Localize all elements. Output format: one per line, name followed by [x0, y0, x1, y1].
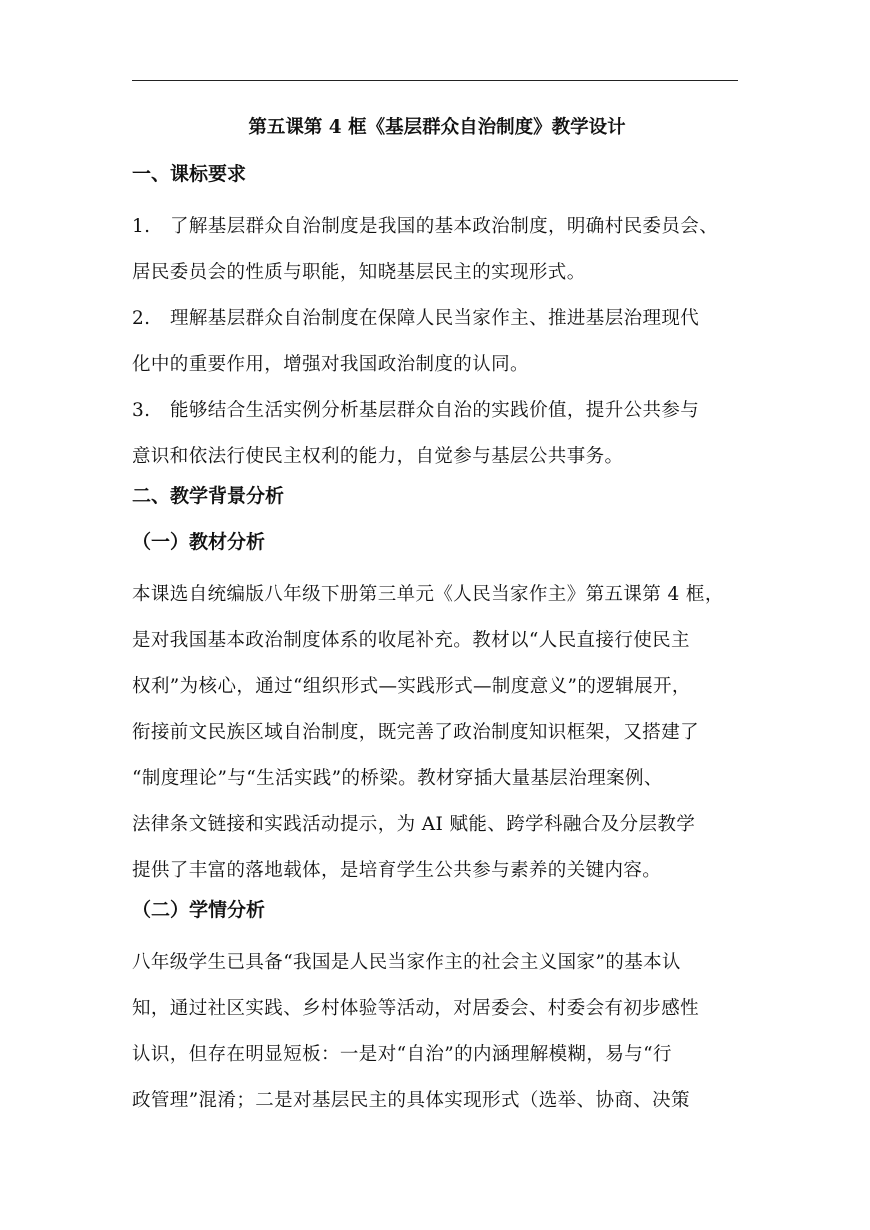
document-body [132, 112, 742, 1124]
subsection-heading-textbook: （一）教材分析 [132, 531, 266, 553]
paragraph-line: “制度理论”与“生活实践”的桥梁。教材穿插大量基层治理案例、 [132, 768, 663, 789]
list-item-number: 1. [132, 216, 151, 237]
paragraph-line: 提供了丰富的落地载体，是培育学生公共参与素养的关键内容。 [132, 860, 662, 881]
header-rule [132, 80, 738, 81]
list-item-line: 3. 能够结合生活实例分析基层群众自治的实践价值，提升公共参与 [132, 388, 742, 434]
subsection-heading-students: （二）学情分析 [132, 899, 266, 921]
list-item [132, 388, 742, 480]
paragraph-line: 政管理”混淆；二是对基层民主的具体实现形式（选举、协商、决策 [132, 1090, 690, 1111]
list-item [132, 296, 742, 388]
section-heading-standards: 一、课标要求 [132, 163, 247, 185]
paragraph-line: 权利”为核心，通过“组织形式—实践形式—制度意义”的逻辑展开， [132, 676, 691, 697]
paragraph-line: 衔接前文民族区域自治制度，既完善了政治制度知识框架，又搭建了 [132, 722, 700, 743]
list-item-line: 1. 了解基层群众自治制度是我国的基本政治制度，明确村民委员会、 [132, 204, 742, 250]
paragraph-line: 是对我国基本政治制度体系的收尾补充。教材以“人民直接行使民主 [132, 630, 690, 651]
list-item-line: 化中的重要作用，增强对我国政治制度的认同。 [132, 354, 529, 375]
list-item-line: 意识和依法行使民主权利的能力，自觉参与基层公共事务。 [132, 446, 624, 467]
list-item-line: 居民委员会的性质与职能，知晓基层民主的实现形式。 [132, 262, 586, 283]
paragraph-line: 认识，但存在明显短板：一是对“自治”的内涵理解模糊，易与“行 [132, 1044, 672, 1065]
list-item-number: 3. [132, 400, 151, 421]
paragraph-line: 八年级学生已具备“我国是人民当家作主的社会主义国家”的基本认 [132, 952, 681, 973]
paragraph-student-analysis [132, 940, 742, 1124]
paragraph-line: 知，通过社区实践、乡村体验等活动，对居委会、村委会有初步感性 [132, 998, 700, 1019]
paragraph-line: 法律条文链接和实践活动提示，为 AI 赋能、跨学科融合及分层教学 [132, 814, 696, 835]
section-heading-background: 二、教学背景分析 [132, 485, 285, 507]
paragraph-textbook-analysis [132, 572, 742, 894]
document-title: 第五课第 4 框《基层群众自治制度》教学设计 [248, 117, 626, 138]
list-item-number: 2. [132, 308, 151, 329]
paragraph-line: 本课选自统编版八年级下册第三单元《人民当家作主》第五课第 4 框， [132, 584, 724, 605]
list-item [132, 204, 742, 296]
list-item-line: 2. 理解基层群众自治制度在保障人民当家作主、推进基层治理现代 [132, 296, 742, 342]
